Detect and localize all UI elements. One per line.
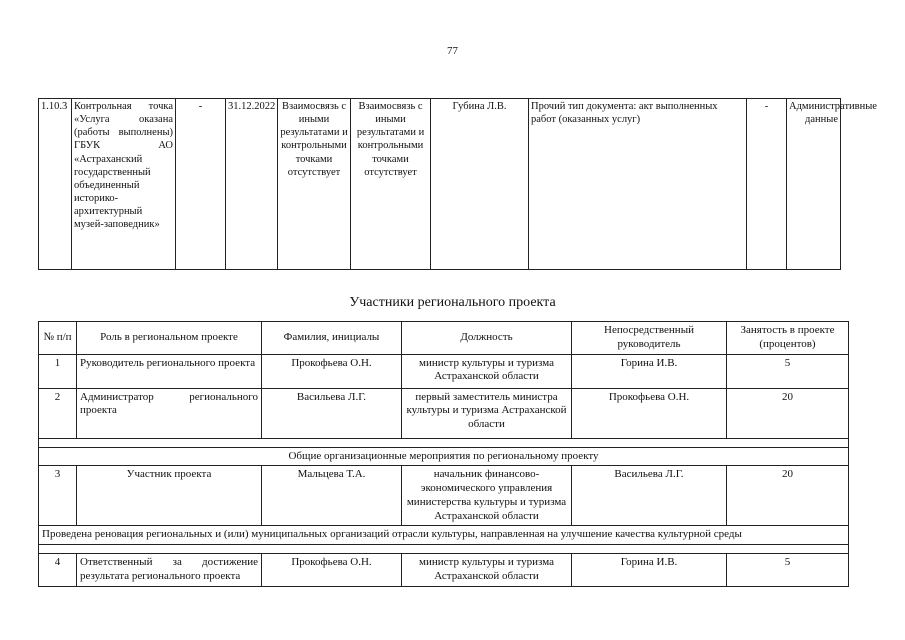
point-extra: - bbox=[747, 99, 787, 270]
header-position: Должность bbox=[402, 322, 572, 355]
row-position: начальник финансово-экономического управления министерства культуры и туризма Астраханской области bbox=[402, 466, 572, 526]
group-row bbox=[39, 526, 849, 545]
row-role: Участник проекта bbox=[77, 466, 262, 526]
row-busy: 20 bbox=[727, 466, 849, 526]
control-point-row bbox=[39, 99, 841, 270]
page-number: 77 bbox=[447, 45, 458, 57]
row-num: 2 bbox=[39, 388, 77, 438]
group-title-renovation: Проведена реновация региональных и (или) муниципальных организаций отрасли культуры, направленная на улучшение качества культурной среды bbox=[39, 526, 849, 545]
row-name: Прокофьева О.Н. bbox=[262, 554, 402, 587]
row-position: министр культуры и туризма Астраханской области bbox=[402, 554, 572, 587]
header-num: № п/п bbox=[39, 322, 77, 355]
header-busy: Занятость в проекте (процентов) bbox=[727, 322, 849, 355]
point-document: Прочий тип документа: акт выполненных работ (оказанных услуг) bbox=[529, 99, 747, 270]
row-role: Ответственный за достижение результата регионального проекта bbox=[77, 554, 262, 587]
spacer-row bbox=[39, 438, 849, 447]
spacer-row bbox=[39, 545, 849, 554]
row-supervisor: Прокофьева О.Н. bbox=[572, 388, 727, 438]
row-name: Прокофьева О.Н. bbox=[262, 354, 402, 388]
participants-table bbox=[38, 321, 849, 587]
point-number: 1.10.3 bbox=[39, 99, 72, 270]
header-row bbox=[39, 322, 849, 355]
row-name: Васильева Л.Г. bbox=[262, 388, 402, 438]
header-name: Фамилия, инициалы bbox=[262, 322, 402, 355]
row-num: 1 bbox=[39, 354, 77, 388]
point-date: 31.12.2022 bbox=[226, 99, 278, 270]
point-relation-2: Взаимосвязь с иными результатами и контрольными точками отсутствует bbox=[351, 99, 431, 270]
header-supervisor: Непосредственный руководитель bbox=[572, 322, 727, 355]
table-row bbox=[39, 388, 849, 438]
table-row bbox=[39, 354, 849, 388]
section-title: Участники регионального проекта bbox=[349, 295, 556, 310]
row-supervisor: Горина И.В. bbox=[572, 354, 727, 388]
row-num: 3 bbox=[39, 466, 77, 526]
row-supervisor: Горина И.В. bbox=[572, 554, 727, 587]
row-supervisor: Васильева Л.Г. bbox=[572, 466, 727, 526]
row-position: первый заместитель министра культуры и туризма Астраханской области bbox=[402, 388, 572, 438]
table-row bbox=[39, 466, 849, 526]
point-base-value: - bbox=[176, 99, 226, 270]
point-source: Административные данные bbox=[787, 99, 841, 270]
row-role: Руководитель регионального проекта bbox=[77, 354, 262, 388]
row-role: Администратор регионального проекта bbox=[77, 388, 262, 438]
row-num: 4 bbox=[39, 554, 77, 587]
row-busy: 5 bbox=[727, 554, 849, 587]
point-responsible: Губина Л.В. bbox=[431, 99, 529, 270]
row-busy: 5 bbox=[727, 354, 849, 388]
row-busy: 20 bbox=[727, 388, 849, 438]
row-position: министр культуры и туризма Астраханской области bbox=[402, 354, 572, 388]
table-row bbox=[39, 554, 849, 587]
row-name: Мальцева Т.А. bbox=[262, 466, 402, 526]
control-point-table bbox=[38, 98, 877, 270]
point-relation-1: Взаимосвязь с иными результатами и контрольными точками отсутствует bbox=[278, 99, 351, 270]
group-row bbox=[39, 447, 849, 466]
point-name: Контрольная точка «Услуга оказана (работы выполнены) ГБУК АО «Астраханский государственный объединенный историко-архитектурный музей-заповедник» bbox=[72, 99, 176, 270]
group-title-general: Общие организационные мероприятия по региональному проекту bbox=[39, 447, 849, 466]
header-role: Роль в региональном проекте bbox=[77, 322, 262, 355]
